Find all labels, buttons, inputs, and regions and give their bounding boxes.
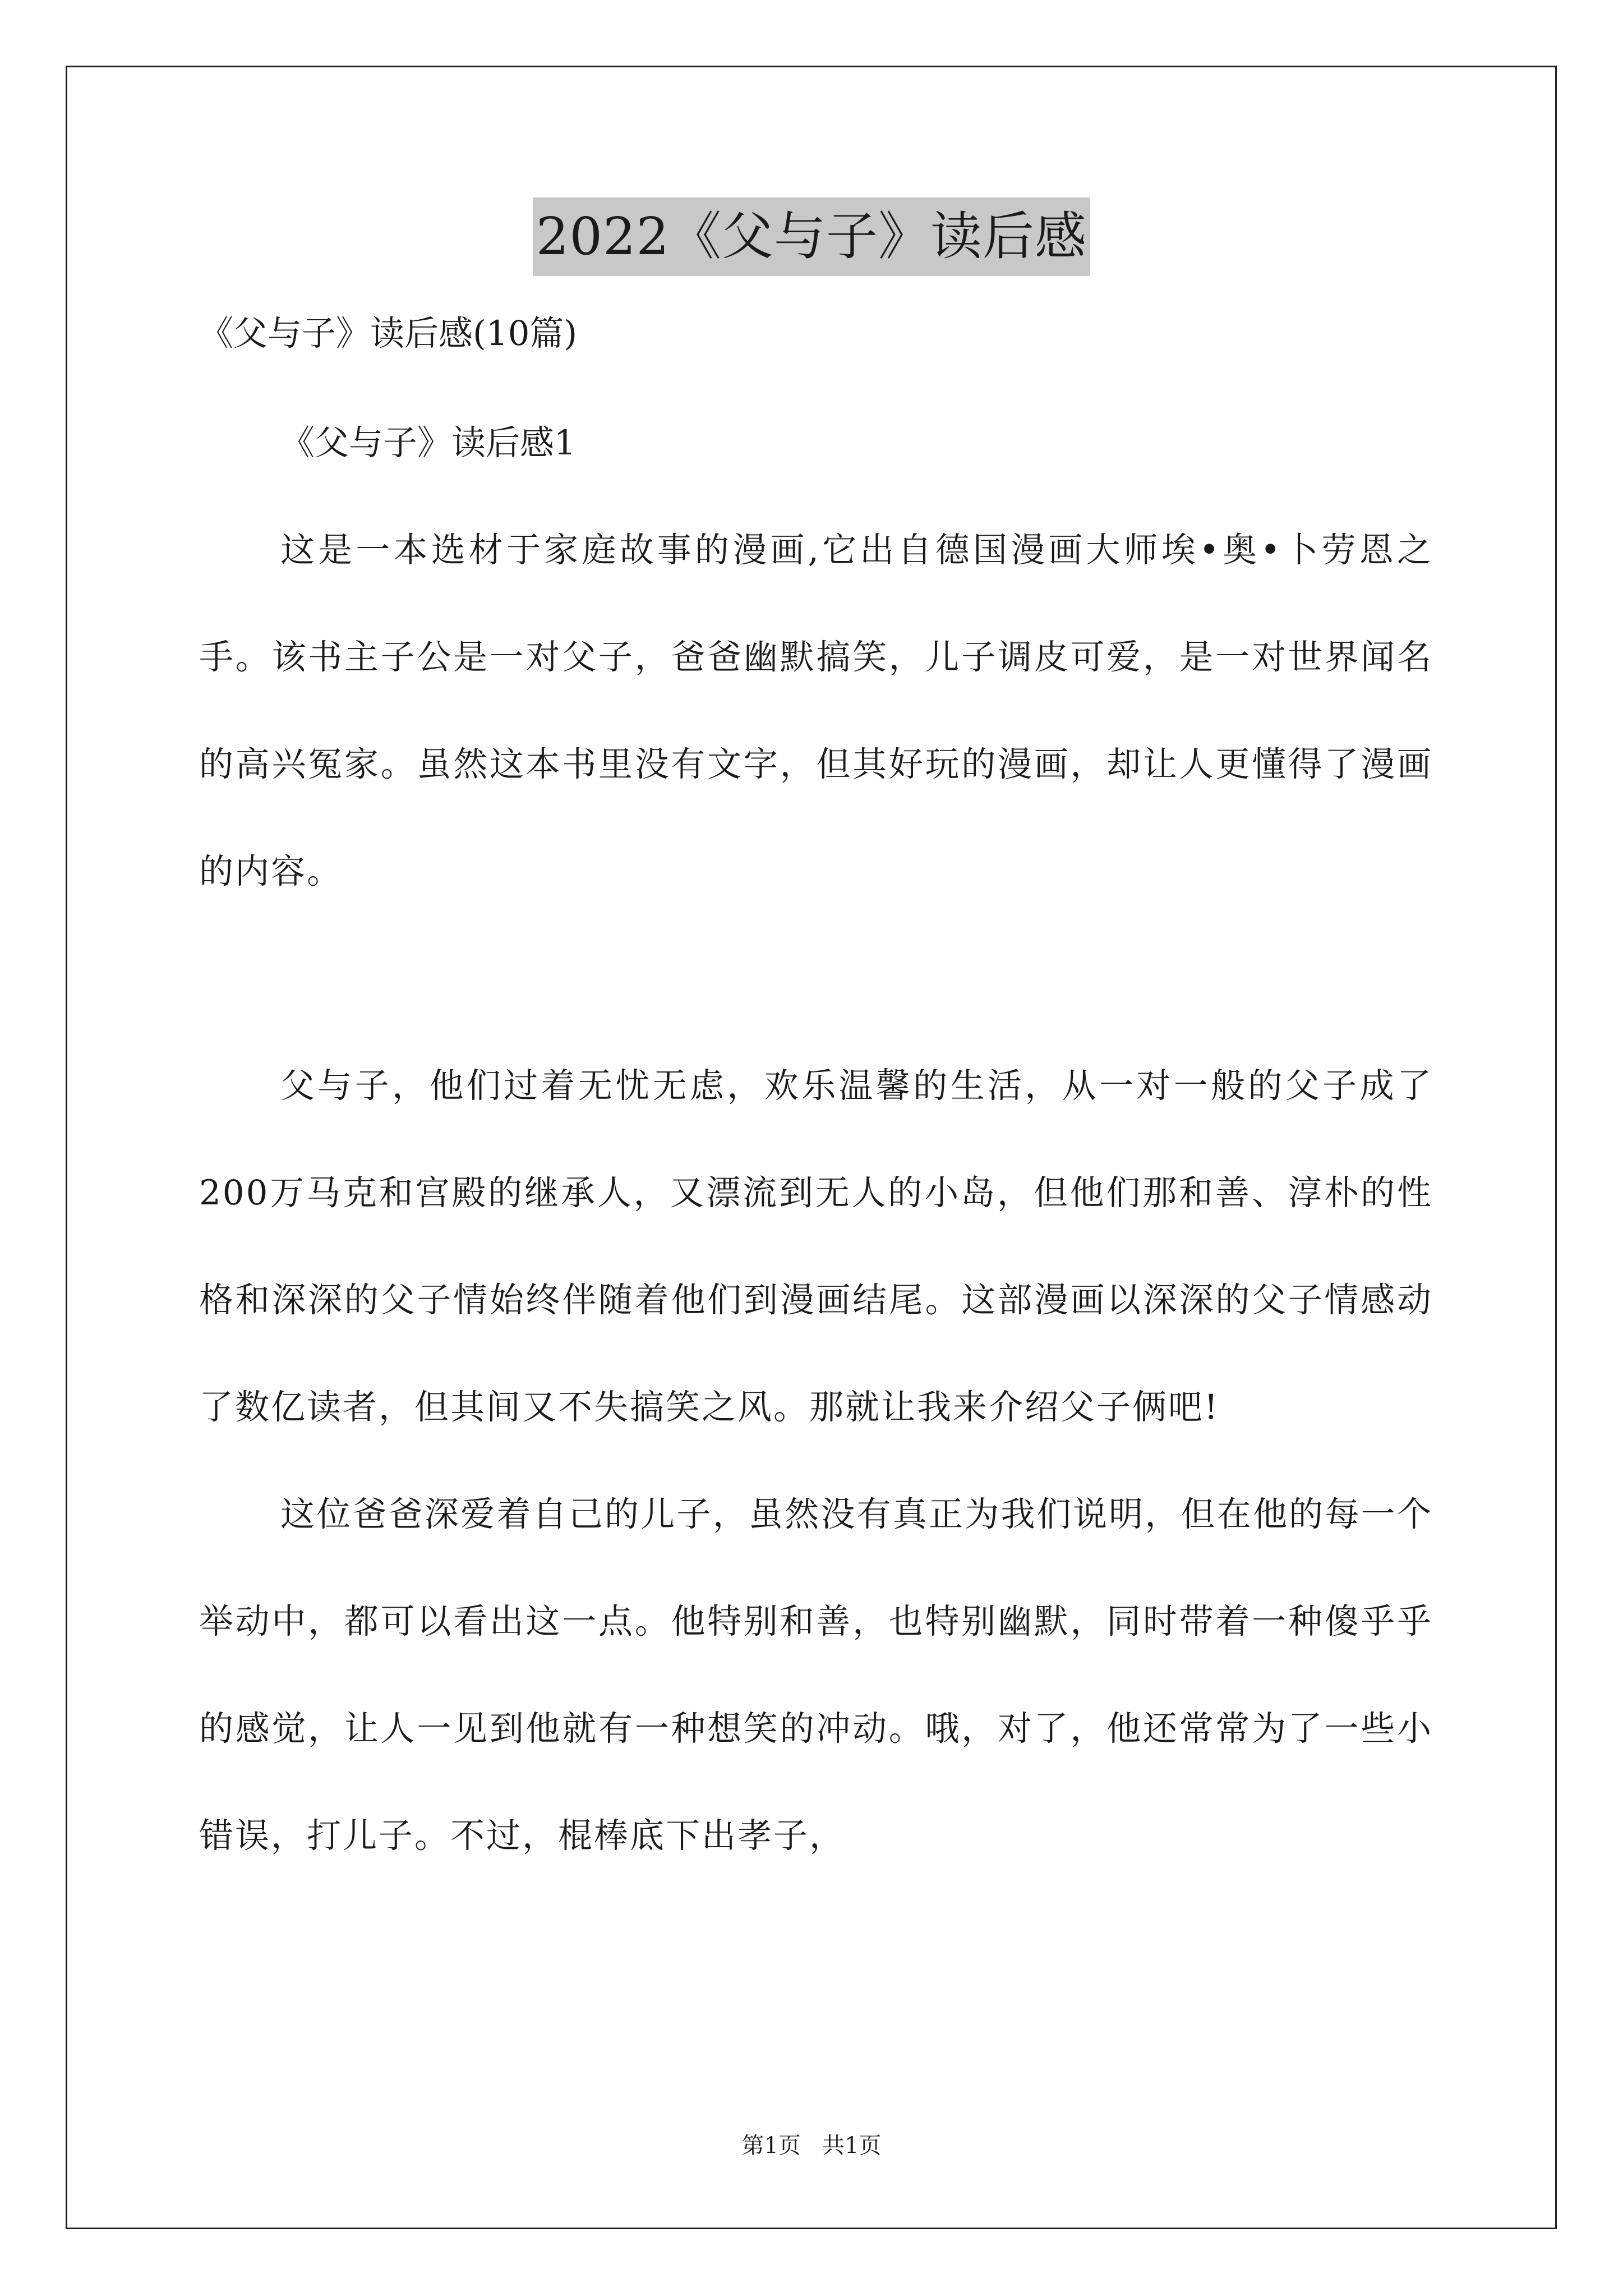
paragraph: 这位爸爸深爱着自己的儿子，虽然没有真正为我们说明，但在他的每一个举动中，都可以看出这一点。他特别和善，也特别幽默，同时带着一种傻乎乎的感觉，让人一见到他就有一种想笑的冲动。哦，对了，他还常常为了一些小错误，打儿子。不过，棍棒底下出孝子， [199, 1494, 1433, 1856]
document-subtitle: 《父与子》读后感(10篇) [199, 314, 578, 353]
document-body [199, 311, 1433, 1889]
paragraph: 这是一本选材于家庭故事的漫画,它出自德国漫画大师埃•奥•卜劳恩之手。该书主子公是一对父子，爸爸幽默搞笑，儿子调皮可爱，是一对世界闻名的高兴冤家。虽然这本书里没有文字，但其好玩的漫画，却让人更懂得了漫画的内容。 [199, 530, 1433, 891]
paragraph: 父与子，他们过着无忧无虑，欢乐温馨的生活，从一对一般的父子成了200万马克和宫殿的继承人，又漂流到无人的小岛，但他们那和善、淳朴的性格和深深的父子情始终伴随着他们到漫画结尾。这部漫画以深深的父子情感动了数亿读者，但其间又不失搞笑之风。那就让我来介绍父子俩吧! [199, 1066, 1433, 1427]
title-container [0, 197, 1623, 276]
page-footer: 第1页 共1页 [741, 2133, 882, 2159]
section-title: 《父与子》读后感1 [280, 423, 576, 463]
document-title: 2022《父与子》读后感 [533, 197, 1090, 276]
